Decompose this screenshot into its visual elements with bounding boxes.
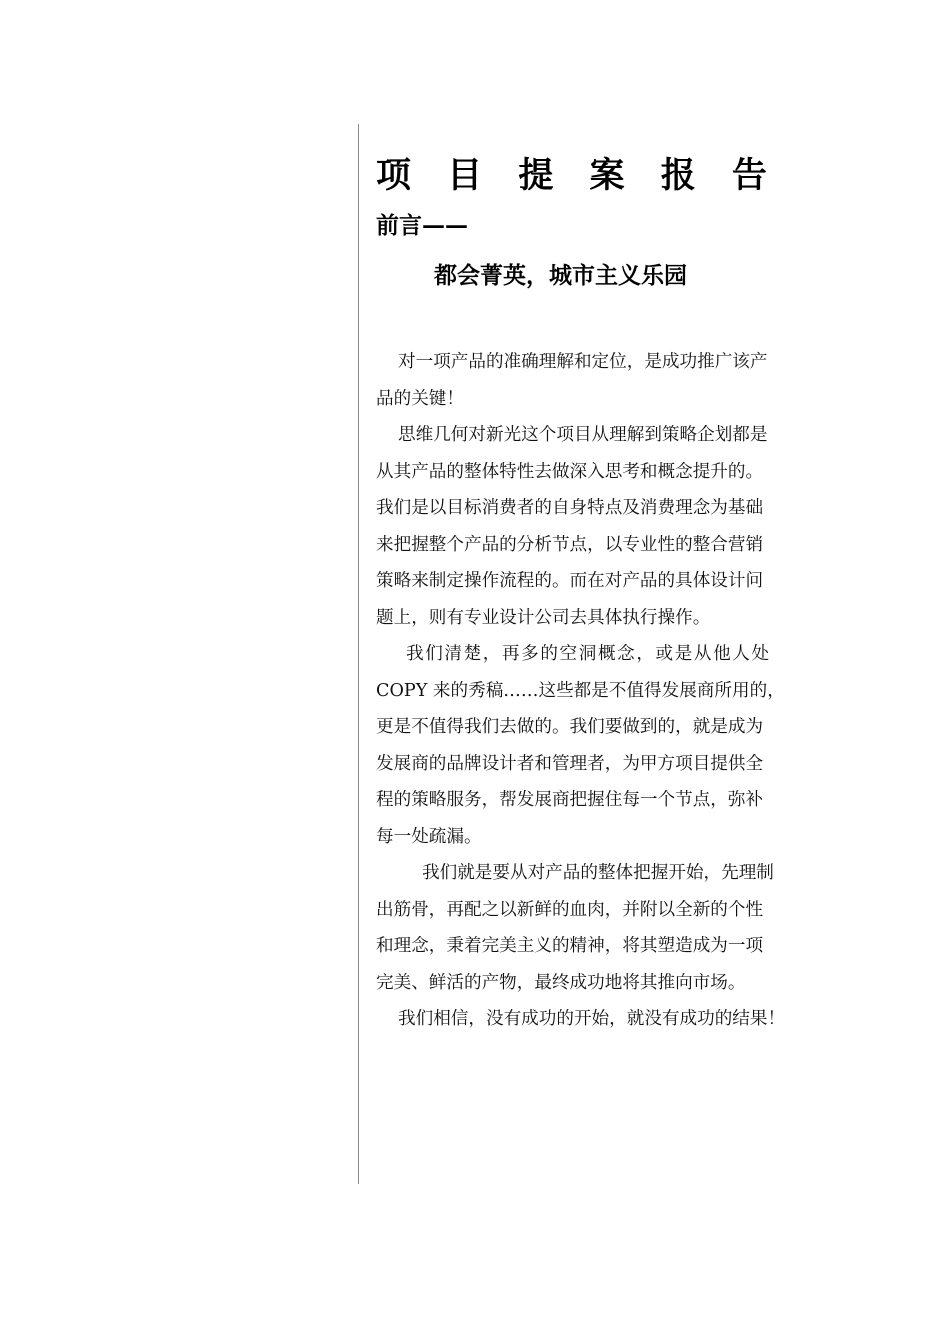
body-line: 从其产品的整体特性去做深入思考和概念提升的。 xyxy=(376,461,764,482)
body-line: 我们相信，没有成功的开始，就没有成功的结果！ xyxy=(398,1009,786,1029)
body-line: 更是不值得我们去做的。我们要做到的，就是成为 xyxy=(376,717,764,737)
slogan-heading: 都会菁英，城市主义乐园 xyxy=(434,262,687,289)
body-line: 思维几何对新光这个项目从理解到策略企划都是 xyxy=(398,425,768,445)
body-line: 来把握整个产品的分析节点，以专业性的整合营销 xyxy=(376,534,764,555)
body-line: 我们就是要从对产品的整体把握开始，先理制 xyxy=(422,863,774,883)
body-line: 我们是以目标消费者的自身特点及消费理念为基础 xyxy=(376,498,764,518)
body-line: 和理念，秉着完美主义的精神，将其塑造成为一项 xyxy=(376,936,764,956)
body-line: 每一处疏漏。 xyxy=(376,826,482,847)
body-line: 完美、鲜活的产物，最终成功地将其推向市场。 xyxy=(376,972,746,993)
body-line: 题上，则有专业设计公司去具体执行操作。 xyxy=(376,607,711,628)
vertical-divider xyxy=(358,124,359,1184)
body-line: 发展商的品牌设计者和管理者，为甲方项目提供全 xyxy=(376,753,764,774)
body-line: COPY 来的秀稿……这些都是不值得发展商所用的， xyxy=(376,680,785,701)
body-line: 程的策略服务，帮发展商把握住每一个节点，弥补 xyxy=(376,790,764,810)
body-line: 出筋骨，再配之以新鲜的血肉，并附以全新的个性 xyxy=(376,899,764,920)
body-text xyxy=(376,344,816,1038)
body-line: 我们清楚，再多的空洞概念，或是从他人处 xyxy=(406,644,771,664)
body-line: 对一项产品的准确理解和定位，是成功推广该产 xyxy=(398,352,768,372)
body-line: 策略来制定操作流程的。而在对产品的具体设计问 xyxy=(376,571,764,591)
preface-heading: 前言—— xyxy=(376,212,468,239)
body-line: 品的关键！ xyxy=(376,388,464,409)
document-title: 项 目 提 案 报 告 xyxy=(376,156,779,196)
